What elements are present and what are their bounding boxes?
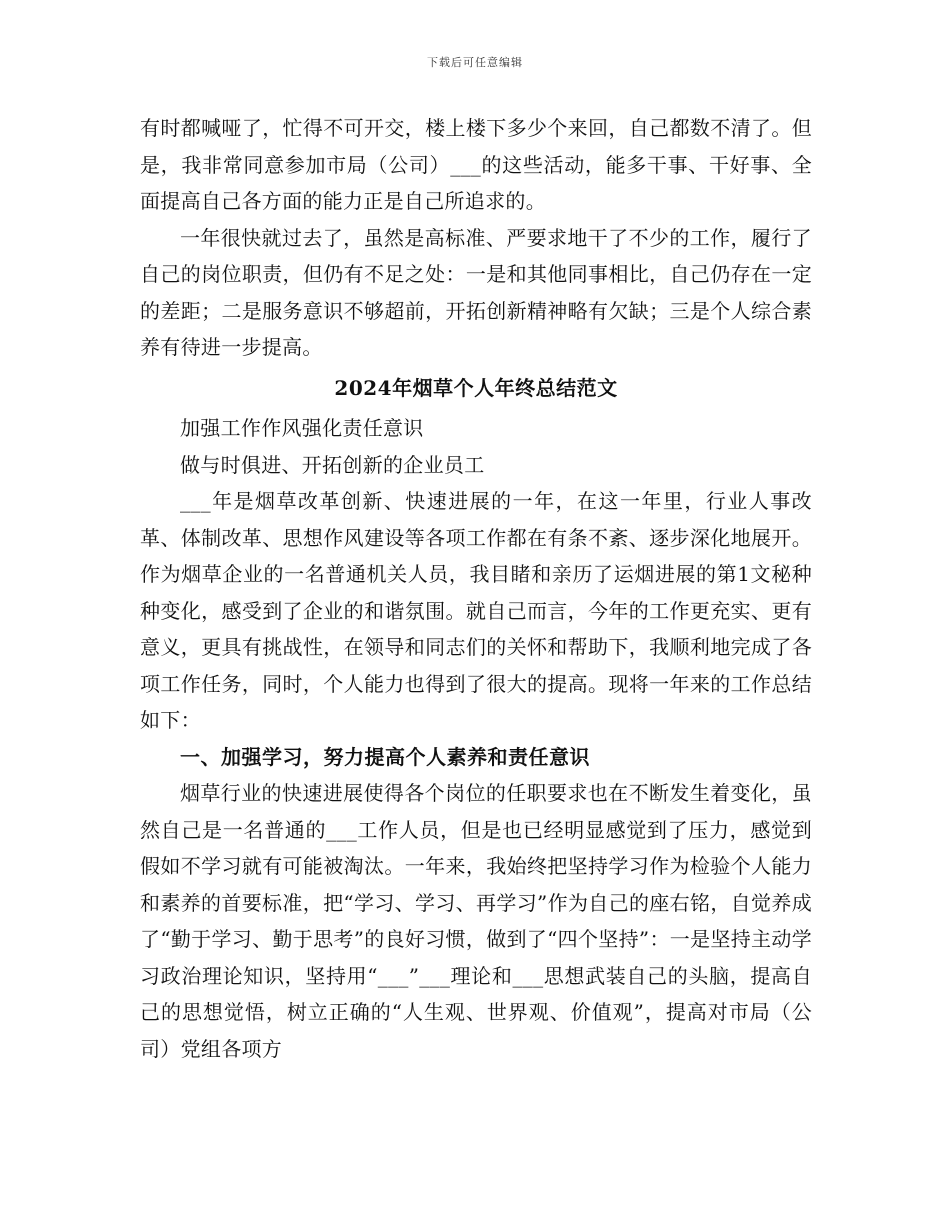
paragraph-shortcomings: 一年很快就过去了，虽然是高标准、严要求地干了不少的工作，履行了自己的岗位职责，但仍有不足之处：一是和其他同事相比，自己仍存在一定的差距；二是服务意识不够超前，开拓创新精神略有欠缺；三是个人综合素养有待进一步提高。: [140, 225, 812, 359]
paragraph-section-1: 烟草行业的快速进展使得各个岗位的任职要求也在不断发生着变化，虽然自己是一名普通的___工作人员，但是也已经明显感觉到了压力，感觉到假如不学习就有可能被淘汰。一年来，我始终把坚持学习作为检验个人能力和素养的首要标准，把“学习、学习、再学习”作为自己的座右铭，自觉养成了“勤于学习、勤于思考”的良好习惯，做到了“四个坚持”：一是坚持主动学习政治理论知识，坚持用“___”___理论和___思想武装自己的头脑，提高自己的思想觉悟，树立正确的“人生观、世界观、价值观”，提高对市局（公司）党组各项方: [140, 781, 812, 1061]
subtitle-2: 做与时俱进、开拓创新的企业员工: [180, 452, 485, 477]
page-header-note: 下载后可任意编辑: [427, 56, 523, 69]
document-title: 2024年烟草个人年终总结范文: [334, 375, 618, 400]
section-heading-1: 一、加强学习，努力提高个人素养和责任意识: [180, 744, 590, 769]
paragraph-continuation: 有时都喊哑了，忙得不可开交，楼上楼下多少个来回，自己都数不清了。但是，我非常同意参加市局（公司）___的这些活动，能多干事、干好事、全面提高自己各方面的能力正是自己所追求的。: [140, 116, 812, 213]
paragraph-intro: ___年是烟草改革创新、快速进展的一年，在这一年里，行业人事改革、体制改革、思想作风建设等各项工作都在有条不紊、逐步深化地展开。作为烟草企业的一名普通机关人员，我目睹和亲历了运烟进展的第1文秘种种变化，感受到了企业的和谐氛围。就自己而言，今年的工作更充实、更有意义，更具有挑战性，在领导和同志们的关怀和帮助下，我顺利地完成了各项工作任务，同时，个人能力也得到了很大的提高。现将一年来的工作总结如下：: [140, 489, 812, 732]
document-body: [140, 110, 812, 1067]
subtitle-1: 加强工作作风强化责任意识: [180, 416, 424, 440]
